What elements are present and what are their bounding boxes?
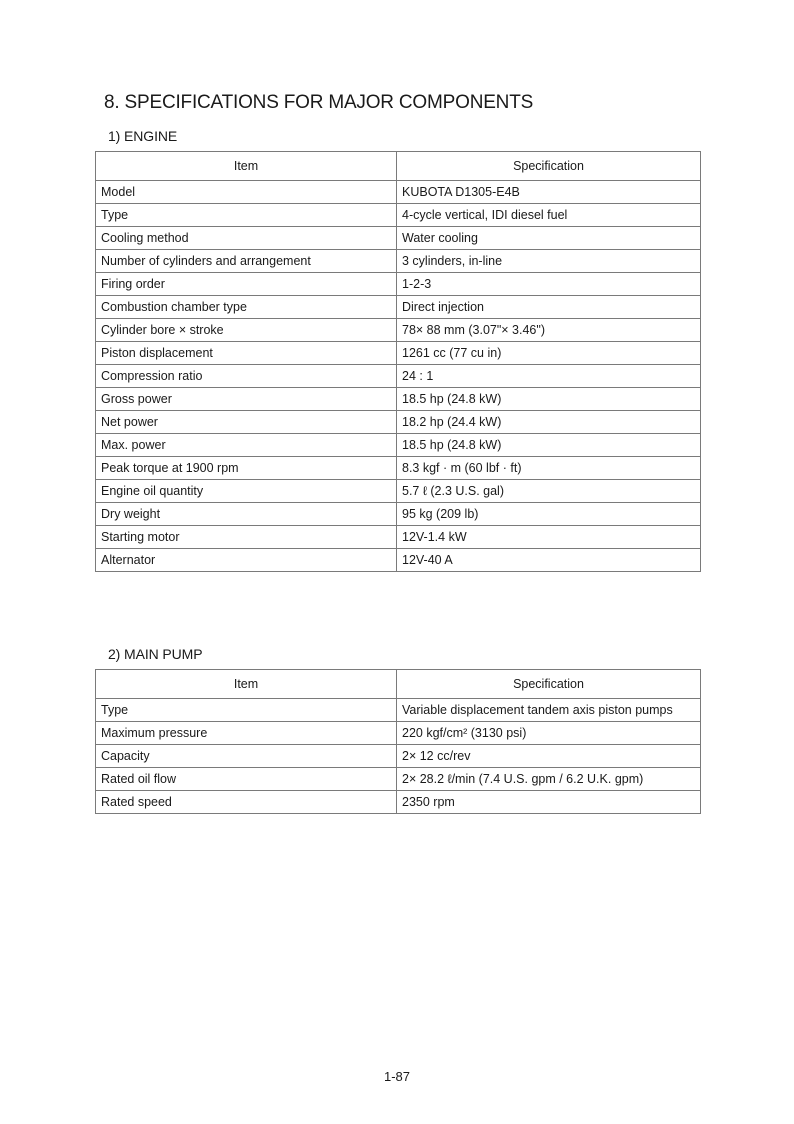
table-row <box>96 768 701 791</box>
table-row <box>96 434 701 457</box>
table-row <box>96 457 701 480</box>
spec-cell: 2350 rpm <box>397 791 701 814</box>
item-cell: Capacity <box>96 745 397 768</box>
item-cell: Cooling method <box>96 227 397 250</box>
item-cell: Number of cylinders and arrangement <box>96 250 397 273</box>
item-cell: Starting motor <box>96 526 397 549</box>
spec-cell: Variable displacement tandem axis piston pumps <box>397 699 701 722</box>
table-row <box>96 296 701 319</box>
table-row <box>96 365 701 388</box>
spec-cell: Direct injection <box>397 296 701 319</box>
item-cell: Firing order <box>96 273 397 296</box>
main-pump-section-title: 2) MAIN PUMP <box>108 646 203 662</box>
column-header-item: Item <box>96 670 397 699</box>
spec-cell: 5.7 ℓ (2.3 U.S. gal) <box>397 480 701 503</box>
item-cell: Model <box>96 181 397 204</box>
spec-cell: 4-cycle vertical, IDI diesel fuel <box>397 204 701 227</box>
spec-cell: KUBOTA D1305-E4B <box>397 181 701 204</box>
table-row <box>96 526 701 549</box>
column-header-item: Item <box>96 152 397 181</box>
spec-cell: 2× 28.2 ℓ/min (7.4 U.S. gpm / 6.2 U.K. gpm) <box>397 768 701 791</box>
spec-cell: Water cooling <box>397 227 701 250</box>
item-cell: Combustion chamber type <box>96 296 397 319</box>
table-row <box>96 699 701 722</box>
table-row <box>96 388 701 411</box>
spec-cell: 220 kgf/cm² (3130 psi) <box>397 722 701 745</box>
item-cell: Maximum pressure <box>96 722 397 745</box>
spec-cell: 12V-1.4 kW <box>397 526 701 549</box>
engine-section-title: 1) ENGINE <box>108 128 178 144</box>
spec-cell: 18.5 hp (24.8 kW) <box>397 434 701 457</box>
spec-cell: 1261 cc (77 cu in) <box>397 342 701 365</box>
table-row <box>96 273 701 296</box>
spec-cell: 3 cylinders, in-line <box>397 250 701 273</box>
item-cell: Dry weight <box>96 503 397 526</box>
spec-cell: 18.5 hp (24.8 kW) <box>397 388 701 411</box>
table-row <box>96 227 701 250</box>
item-cell: Type <box>96 204 397 227</box>
table-row <box>96 342 701 365</box>
item-cell: Rated speed <box>96 791 397 814</box>
item-cell: Peak torque at 1900 rpm <box>96 457 397 480</box>
table-header-row <box>96 152 701 181</box>
spec-cell: 12V-40 A <box>397 549 701 572</box>
table-header-row <box>96 670 701 699</box>
page-title: 8. SPECIFICATIONS FOR MAJOR COMPONENTS <box>104 92 534 113</box>
table-row <box>96 722 701 745</box>
table-row <box>96 549 701 572</box>
item-cell: Engine oil quantity <box>96 480 397 503</box>
engine-spec-table <box>95 151 701 572</box>
item-cell: Rated oil flow <box>96 768 397 791</box>
table-row <box>96 745 701 768</box>
table-row <box>96 480 701 503</box>
table-row <box>96 791 701 814</box>
spec-cell: 8.3 kgf · m (60 lbf · ft) <box>397 457 701 480</box>
spec-cell: 18.2 hp (24.4 kW) <box>397 411 701 434</box>
column-header-specification: Specification <box>397 152 701 181</box>
item-cell: Gross power <box>96 388 397 411</box>
table-row <box>96 250 701 273</box>
page-number: 1-87 <box>383 1069 411 1084</box>
item-cell: Piston displacement <box>96 342 397 365</box>
item-cell: Cylinder bore × stroke <box>96 319 397 342</box>
table-row <box>96 411 701 434</box>
spec-cell: 24 : 1 <box>397 365 701 388</box>
table-row <box>96 181 701 204</box>
main-pump-spec-table <box>95 669 701 814</box>
column-header-specification: Specification <box>397 670 701 699</box>
spec-cell: 1-2-3 <box>397 273 701 296</box>
item-cell: Alternator <box>96 549 397 572</box>
item-cell: Max. power <box>96 434 397 457</box>
table-row <box>96 319 701 342</box>
item-cell: Compression ratio <box>96 365 397 388</box>
table-row <box>96 204 701 227</box>
spec-cell: 95 kg (209 lb) <box>397 503 701 526</box>
table-row <box>96 503 701 526</box>
spec-cell: 2× 12 cc/rev <box>397 745 701 768</box>
item-cell: Type <box>96 699 397 722</box>
item-cell: Net power <box>96 411 397 434</box>
spec-cell: 78× 88 mm (3.07"× 3.46") <box>397 319 701 342</box>
